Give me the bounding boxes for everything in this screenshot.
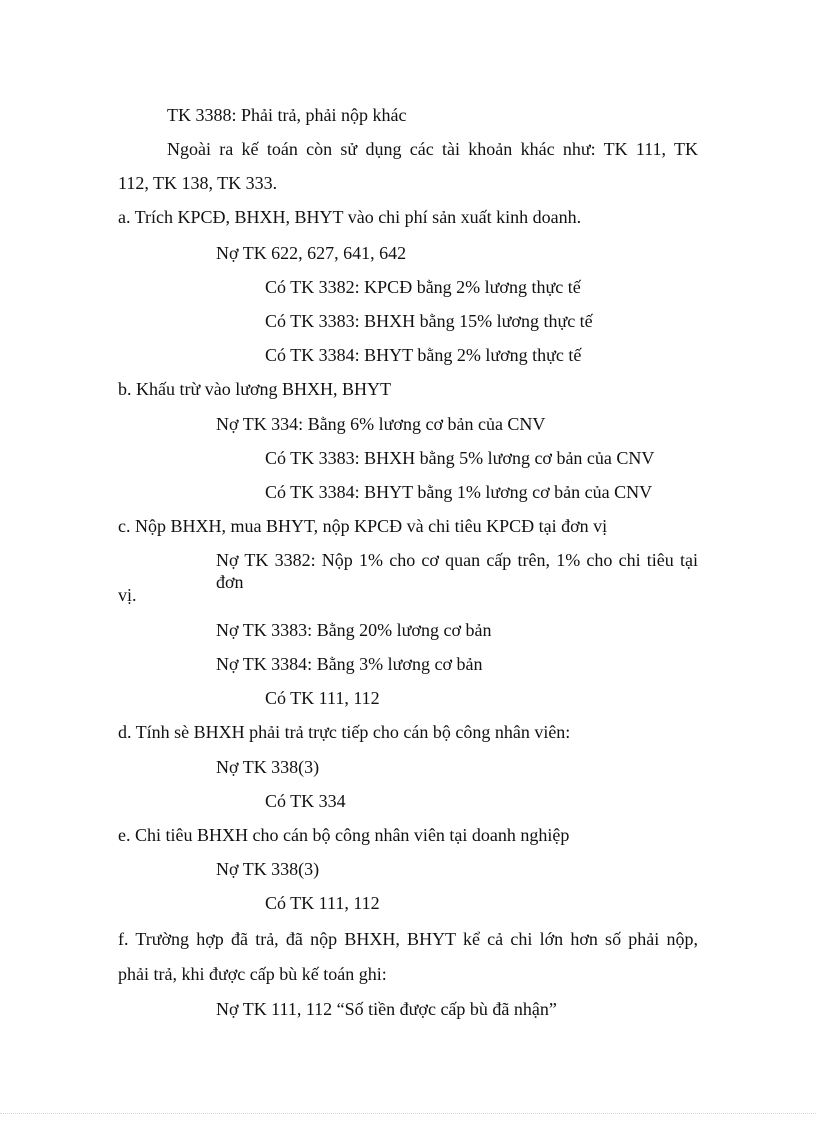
section-heading-b: b. Khấu trừ vào lương BHXH, BHYT (118, 379, 392, 399)
debit-entry: Nợ TK 334: Bằng 6% lương cơ bản của CNV (216, 414, 546, 434)
credit-entry: Có TK 111, 112 (265, 893, 380, 913)
debit-entry: Nợ TK 622, 627, 641, 642 (216, 243, 407, 263)
debit-entry: Nợ TK 111, 112 “Số tiền được cấp bù đã nhận” (216, 999, 557, 1019)
section-heading-e: e. Chi tiêu BHXH cho cán bộ công nhân viên tại doanh nghiệp (118, 825, 570, 845)
page-divider (0, 1113, 816, 1114)
text-line: vị. (118, 585, 137, 605)
credit-entry: Có TK 3384: BHYT bằng 2% lương thực tế (265, 345, 582, 365)
debit-entry: Nợ TK 3384: Bằng 3% lương cơ bản (216, 654, 483, 674)
section-heading-c: c. Nộp BHXH, mua BHYT, nộp KPCĐ và chi tiêu KPCĐ tại đơn vị (118, 516, 608, 536)
debit-entry: Nợ TK 338(3) (216, 859, 320, 879)
section-heading-a: a. Trích KPCĐ, BHXH, BHYT vào chi phí sản xuất kinh doanh. (118, 207, 582, 227)
credit-entry: Có TK 3383: BHXH bằng 15% lương thực tế (265, 311, 593, 331)
credit-entry: Có TK 3383: BHXH bằng 5% lương cơ bản của CNV (265, 448, 655, 468)
credit-entry: Có TK 334 (265, 791, 346, 811)
text-line: phải trả, khi được cấp bù kế toán ghi: (118, 964, 387, 984)
section-heading-d: d. Tính sè BHXH phải trả trực tiếp cho cán bộ công nhân viên: (118, 722, 571, 742)
debit-entry: Nợ TK 3382: Nộp 1% cho cơ quan cấp trên, 1% cho chi tiêu tại đơn (216, 550, 698, 592)
text-line: Ngoài ra kế toán còn sử dụng các tài khoản khác như: TK 111, TK (167, 139, 698, 159)
text-line: TK 3388: Phải trả, phải nộp khác (167, 105, 407, 125)
credit-entry: Có TK 3384: BHYT bằng 1% lương cơ bản của CNV (265, 482, 653, 502)
debit-entry: Nợ TK 338(3) (216, 757, 320, 777)
section-heading-f: f. Trường hợp đã trả, đã nộp BHXH, BHYT kể cả chi lớn hơn số phải nộp, (118, 929, 698, 949)
text-line: 112, TK 138, TK 333. (118, 173, 278, 193)
debit-entry: Nợ TK 3383: Bằng 20% lương cơ bản (216, 620, 492, 640)
credit-entry: Có TK 3382: KPCĐ bằng 2% lương thực tế (265, 277, 581, 297)
credit-entry: Có TK 111, 112 (265, 688, 380, 708)
